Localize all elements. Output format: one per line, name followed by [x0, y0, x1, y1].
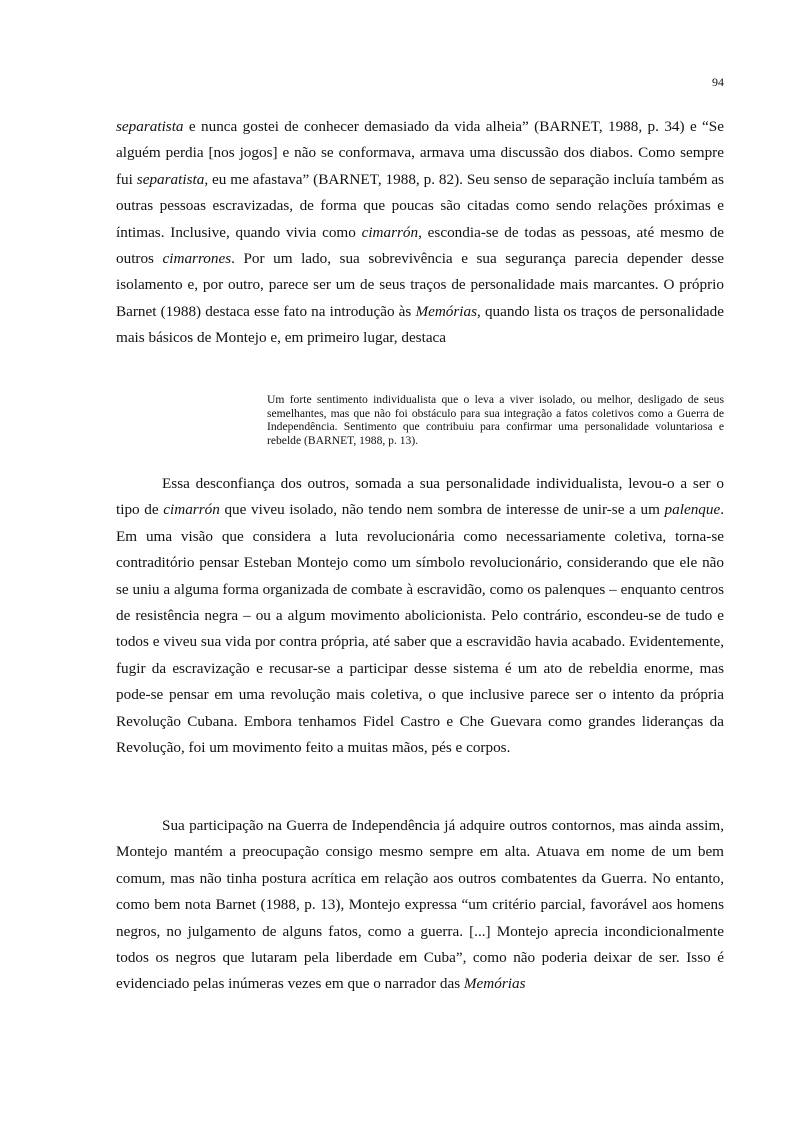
text-run: , eu me afastava” (BARNET, 1988, p. 82). Seu senso de separação incluía também as outras pessoas escravizadas, de forma que poucas são citadas como sendo relações próximas e íntimas. Inclusive, quando vivia como — [116, 170, 724, 241]
paragraph-3 — [116, 813, 724, 998]
paragraph-2 — [116, 471, 724, 761]
text-run: Essa desconfiança dos outros, somada a sua personalidade individualista, levou-o a ser o tipo de — [116, 475, 724, 519]
text-run: . Por um lado, sua sobrevivência e sua segurança parecia depender desse isolamento e, por outro, parece ser um de seus traços de personalidade mais marcantes. O próprio Barnet (1988) destaca esse fato na introdução às — [116, 250, 725, 320]
italic-term: cimarrón — [163, 501, 220, 519]
paragraph-1 — [116, 114, 724, 352]
text-run: . Em uma visão que considera a luta revolucionária como necessariamente coletiva, torna-se contraditório pensar Esteban Montejo como um símbolo revolucionário, considerando que ele não se uniu a alguma forma organizada de combate à escravidão, como os palenques – enquanto centros de resistência negra – ou a algum movimento abolicionista. Pelo contrário, escondeu-se de tudo e todos e viveu sua vida por contra própria, até saber que a escravidão havia acabado. Evidentemente, fugir da escravização e recusar-se a participar desse sistema é um ato de rebeldia enorme, mas pode-se pensar em uma revolução mais coletiva, o que inclusive parece ser o intento da própria Revolução Cubana. Embora tenhamos Fidel Castro e Che Guevara como grandes lideranças da Revolução, foi um movimento feito a muitas mãos, pés e corpos. — [116, 501, 725, 757]
text-run: e nunca gostei de conhecer demasiado da vida alheia” (BARNET, 1988, p. 34) e “Se alguém perdia [nos jogos] e não se conformava, armava uma discussão dos diabos. Como sempre fui — [116, 118, 724, 188]
text-run: Sua participação na Guerra de Independência já adquire outros contornos, mas ainda assim, Montejo mantém a preocupação consigo mesmo sempre em alta. Atuava em nome de um bem comum, mas não tinha postura acrítica em relação aos outros combatentes da Guerra. No entanto, como bem nota Barnet (1988, p. 13), Montejo expressa “um critério parcial, favorável aos homens negros, no julgamento de alguns fatos, como a guerra. [...] Montejo aprecia incondicionalmente todos os negros que lutaram pela liberdade em Cuba”, como não poderia deixar de ser. Isso é evidenciado pelas inúmeras vezes em que o narrador das — [116, 817, 724, 993]
italic-term: cimarrones — [162, 250, 232, 268]
italic-term: palenque — [664, 501, 721, 519]
text-run: , escondia-se de todas as pessoas, até mesmo de outros — [116, 223, 724, 268]
italic-term: Memórias — [415, 302, 478, 320]
text-run: , quando lista os traços de personalidade mais básicos de Montejo e, em primeiro lugar, destaca — [116, 302, 724, 347]
italic-term: separatista — [116, 118, 184, 135]
text-run: que viveu isolado, não tendo nem sombra de interesse de unir-se a um — [219, 501, 665, 519]
page-number: 94 — [712, 75, 724, 89]
italic-term: cimarrón — [361, 223, 419, 241]
italic-term: separatista — [136, 170, 205, 188]
italic-term: Memórias — [463, 975, 526, 993]
block-quote: Um forte sentimento individualista que o leva a viver isolado, ou melhor, desligado de seus semelhantes, mas que não foi obstáculo para sua integração a fatos coletivos como a Guerra de Independência. Sentimento que contribuiu para confirmar uma personalidade voluntariosa e rebelde (BARNET, 1988, p. 13). — [267, 393, 724, 447]
